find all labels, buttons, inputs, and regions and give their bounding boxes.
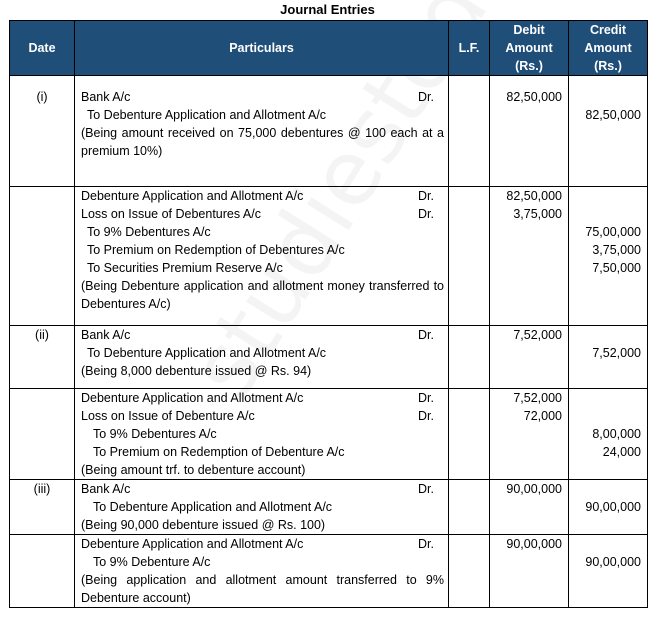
dr-marker: Dr. bbox=[418, 391, 434, 405]
entry-lf bbox=[449, 326, 490, 389]
entry-particulars bbox=[75, 389, 449, 480]
particular-text: Bank A/c bbox=[81, 90, 131, 104]
particular-text: To 9% Debentures A/c bbox=[87, 225, 211, 239]
credit-amount bbox=[569, 88, 641, 106]
particular-line bbox=[81, 88, 444, 106]
particular-text: Bank A/c bbox=[81, 328, 131, 342]
entry-date bbox=[10, 389, 75, 480]
particular-text: To Debenture Application and Allotment A/c bbox=[93, 500, 333, 514]
particular-text: To Debenture Application and Allotment A/c bbox=[87, 346, 327, 360]
journal-body bbox=[10, 76, 648, 608]
entry-particulars bbox=[75, 326, 449, 389]
entry-date-label: (ii) bbox=[35, 328, 49, 342]
credit-amount bbox=[569, 535, 641, 553]
dr-marker: Dr. bbox=[418, 482, 434, 496]
debit-amount: 7,52,000 bbox=[513, 391, 562, 405]
journal-entry bbox=[10, 76, 648, 187]
debit-amount bbox=[490, 498, 562, 516]
narration: (Being 8,000 debenture issued @ Rs. 94) bbox=[81, 364, 312, 378]
entry-particulars bbox=[75, 76, 449, 187]
particular-line bbox=[81, 241, 444, 259]
particular-line bbox=[81, 535, 444, 553]
particular-line bbox=[81, 425, 444, 443]
particular-line bbox=[81, 407, 444, 425]
particular-line bbox=[81, 205, 444, 223]
debit-amount bbox=[490, 553, 562, 571]
dr-marker: Dr. bbox=[418, 90, 434, 104]
dr-marker: Dr. bbox=[418, 328, 434, 342]
entry-date bbox=[10, 187, 75, 326]
particular-text: Debenture Application and Allotment A/c bbox=[81, 391, 304, 405]
debit-amount bbox=[490, 223, 562, 241]
particular-text: Loss on Issue of Debentures A/c bbox=[81, 207, 261, 221]
narration: (Being application and allotment amount transferred to 9% Debenture account) bbox=[81, 573, 444, 605]
credit-amount: 7,52,000 bbox=[592, 346, 641, 360]
narration: (Being amount trf. to debenture account) bbox=[81, 463, 306, 477]
particular-line bbox=[81, 259, 444, 277]
credit-amount: 82,50,000 bbox=[585, 108, 641, 122]
journal-entry bbox=[10, 389, 648, 480]
entry-lf bbox=[449, 76, 490, 187]
credit-amount: 90,00,000 bbox=[585, 555, 641, 569]
particular-line bbox=[81, 498, 444, 516]
credit-amount bbox=[569, 205, 641, 223]
entry-debit bbox=[490, 389, 569, 480]
debit-amount: 82,50,000 bbox=[506, 189, 562, 203]
header-credit-line: Credit bbox=[589, 23, 627, 37]
debit-amount: 90,00,000 bbox=[506, 482, 562, 496]
entry-debit bbox=[490, 326, 569, 389]
entry-lf bbox=[449, 480, 490, 535]
entry-date bbox=[10, 76, 75, 187]
credit-amount: 8,00,000 bbox=[592, 427, 641, 441]
particular-text: To 9% Debenture A/c bbox=[93, 555, 211, 569]
entry-credit bbox=[569, 76, 648, 187]
journal-title: Journal Entries bbox=[280, 2, 375, 17]
narration: (Being amount received on 75,000 debentures @ 100 each at a premium 10%) bbox=[81, 126, 444, 158]
debit-amount bbox=[490, 443, 562, 461]
particular-text: To Premium on Redemption of Debentures A/c bbox=[87, 243, 345, 257]
credit-amount bbox=[569, 480, 641, 498]
narration: (Being Debenture application and allotment money transferred to Debentures A/c) bbox=[81, 279, 444, 311]
header-date: Date bbox=[10, 21, 75, 76]
header-row bbox=[10, 21, 648, 76]
header-debit-line: (Rs.) bbox=[515, 59, 543, 73]
credit-amount bbox=[569, 187, 641, 205]
debit-amount: 90,00,000 bbox=[506, 537, 562, 551]
entry-debit bbox=[490, 76, 569, 187]
debit-amount bbox=[490, 241, 562, 259]
journal-entry bbox=[10, 535, 648, 608]
particular-text: To Premium on Redemption of Debenture A/c bbox=[93, 445, 345, 459]
narration: (Being 90,000 debenture issued @ Rs. 100) bbox=[81, 518, 326, 532]
entry-debit bbox=[490, 535, 569, 608]
dr-marker: Dr. bbox=[418, 207, 434, 221]
entry-lf bbox=[449, 389, 490, 480]
particular-text: Bank A/c bbox=[81, 482, 131, 496]
debit-amount: 82,50,000 bbox=[506, 90, 562, 104]
entry-credit bbox=[569, 389, 648, 480]
particular-text: Debenture Application and Allotment A/c bbox=[81, 537, 304, 551]
entry-credit bbox=[569, 326, 648, 389]
credit-amount bbox=[569, 326, 641, 344]
entry-lf bbox=[449, 187, 490, 326]
header-lf: L.F. bbox=[449, 21, 490, 76]
entry-credit bbox=[569, 480, 648, 535]
entry-date-label: (iii) bbox=[33, 482, 51, 496]
entry-debit bbox=[490, 480, 569, 535]
entry-date bbox=[10, 326, 75, 389]
entry-lf bbox=[449, 535, 490, 608]
debit-amount: 3,75,000 bbox=[513, 207, 562, 221]
particular-text: To Securities Premium Reserve A/c bbox=[87, 261, 283, 275]
header-debit-line: Debit bbox=[513, 23, 545, 37]
credit-amount: 24,000 bbox=[602, 445, 641, 459]
entry-date bbox=[10, 535, 75, 608]
journal-table bbox=[9, 20, 648, 608]
entry-particulars bbox=[75, 480, 449, 535]
header-credit-line: Amount bbox=[584, 41, 632, 55]
credit-amount: 75,00,000 bbox=[585, 225, 641, 239]
header-debit-line: Amount bbox=[505, 41, 553, 55]
particular-line bbox=[81, 389, 444, 407]
particular-line bbox=[81, 223, 444, 241]
particular-line bbox=[81, 106, 444, 124]
header-particulars: Particulars bbox=[75, 21, 449, 76]
credit-amount bbox=[569, 389, 641, 407]
journal-entry bbox=[10, 187, 648, 326]
particular-text: Loss on Issue of Debenture A/c bbox=[81, 409, 255, 423]
debit-amount: 72,000 bbox=[523, 409, 562, 423]
particular-text: To Debenture Application and Allotment A/c bbox=[87, 108, 327, 122]
particular-line bbox=[81, 480, 444, 498]
entry-debit bbox=[490, 187, 569, 326]
particular-text: To 9% Debentures A/c bbox=[93, 427, 217, 441]
dr-marker: Dr. bbox=[418, 537, 434, 551]
particular-line bbox=[81, 344, 444, 362]
dr-marker: Dr. bbox=[418, 409, 434, 423]
credit-amount: 3,75,000 bbox=[592, 243, 641, 257]
debit-amount bbox=[490, 344, 562, 362]
header-credit-line: (Rs.) bbox=[594, 59, 622, 73]
header-credit bbox=[569, 21, 648, 76]
entry-date-label: (i) bbox=[36, 90, 48, 104]
entry-credit bbox=[569, 187, 648, 326]
journal-entry bbox=[10, 480, 648, 535]
journal-entry bbox=[10, 326, 648, 389]
particular-line bbox=[81, 553, 444, 571]
entry-date bbox=[10, 480, 75, 535]
credit-amount bbox=[569, 407, 641, 425]
debit-amount: 7,52,000 bbox=[513, 328, 562, 342]
dr-marker: Dr. bbox=[418, 189, 434, 203]
entry-credit bbox=[569, 535, 648, 608]
particular-line bbox=[81, 326, 444, 344]
particular-line bbox=[81, 187, 444, 205]
debit-amount bbox=[490, 259, 562, 277]
header-debit bbox=[490, 21, 569, 76]
entry-particulars bbox=[75, 535, 449, 608]
debit-amount bbox=[490, 425, 562, 443]
entry-particulars bbox=[75, 187, 449, 326]
credit-amount: 90,00,000 bbox=[585, 500, 641, 514]
debit-amount bbox=[490, 106, 562, 124]
credit-amount: 7,50,000 bbox=[592, 261, 641, 275]
particular-line bbox=[81, 443, 444, 461]
particular-text: Debenture Application and Allotment A/c bbox=[81, 189, 304, 203]
